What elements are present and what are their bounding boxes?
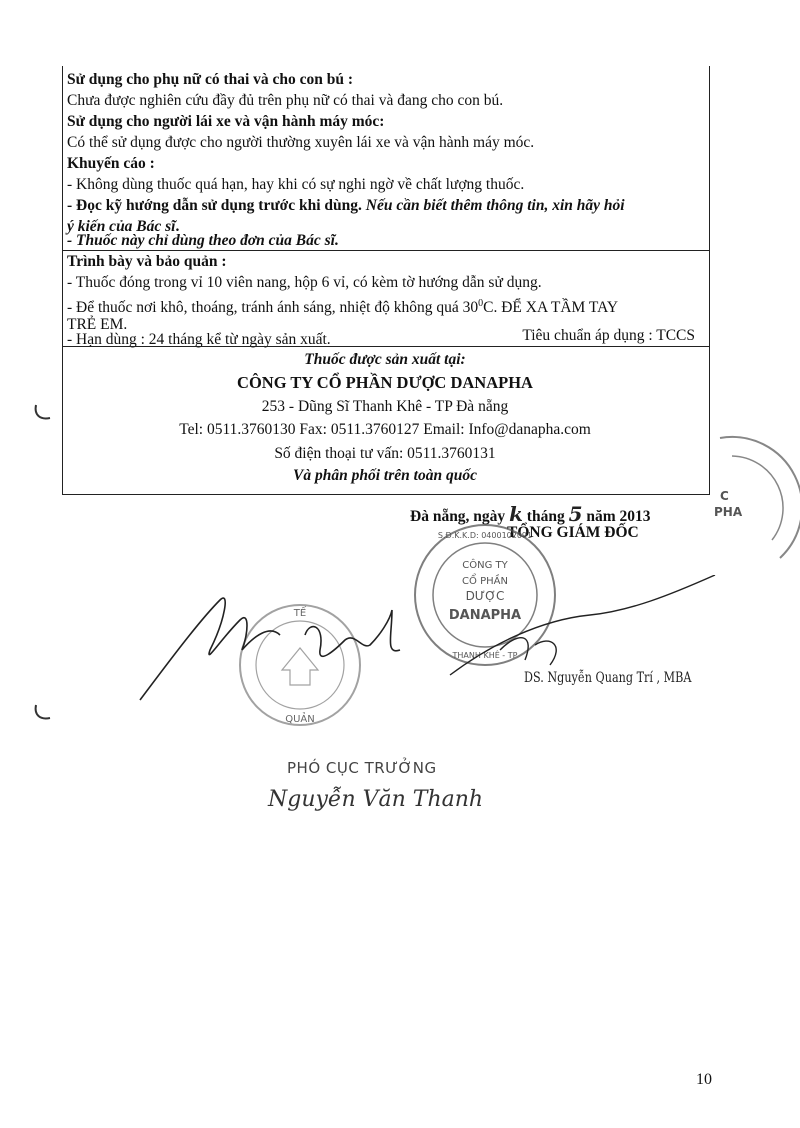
punch-mark-top xyxy=(30,400,60,430)
deputy-signature xyxy=(130,580,430,710)
stamp-line-pharma: DƯỢC xyxy=(465,589,505,603)
date-prefix: Đà nẵng, ngày xyxy=(410,508,506,525)
date-day: k xyxy=(509,502,523,526)
stamp-line-joint: CỔ PHẦN xyxy=(462,576,508,587)
manufacturer-company: CÔNG TY CỔ PHẦN DƯỢC DANAPHA xyxy=(237,373,533,392)
manufacturer-address: 253 - Dũng Sĩ Thanh Khê - TP Đà nẵng xyxy=(261,398,509,415)
storage-line-conditions xyxy=(67,294,618,318)
deputy-name: Nguyễn Văn Thanh xyxy=(268,787,484,812)
driving-text: Có thể sử dụng được cho người thường xuyên lái xe và vận hành máy móc. xyxy=(67,134,535,151)
stamp-ring-top: S.Đ.K.K.D: 0400102091 xyxy=(437,531,533,540)
storage-line-pack: - Thuốc đóng trong vỉ 10 viên nang, hộp 6 vỉ, có kèm tờ hướng dẫn sử dụng. xyxy=(67,274,542,291)
manufacturer-distribution: Và phân phối trên toàn quốc xyxy=(293,467,477,484)
driving-heading: Sử dụng cho người lái xe và vận hành máy móc: xyxy=(67,113,385,130)
director-signature xyxy=(440,575,720,685)
authority-ring-bottom: QUẢN xyxy=(285,714,315,725)
director-name: DS. Nguyễn Quang Trí , MBA xyxy=(524,670,692,686)
divider-manufacturer xyxy=(62,346,709,347)
storage-conditions-a: - Để thuốc nơi khô, thoáng, tránh ánh sáng, nhiệt độ không quá 30 xyxy=(67,299,479,317)
side-stamp-c: C xyxy=(720,489,729,503)
side-stamp-pha: PHA xyxy=(714,505,743,519)
warning-heading: Khuyến cáo : xyxy=(67,155,155,172)
deputy-title: PHÓ CỤC TRƯỞNG xyxy=(287,759,437,777)
punch-mark-bottom xyxy=(30,700,60,730)
storage-degree: 0 xyxy=(478,298,484,309)
stamp-line-company: CÔNG TY xyxy=(462,560,508,571)
warning-read-italic: Nếu cần biết thêm thông tin, xin hãy hỏi xyxy=(361,197,625,214)
date-year: năm 2013 xyxy=(586,508,651,525)
warning-doctor-end: . xyxy=(175,218,180,235)
warning-read-bold: - Đọc kỹ hướng dẫn sử dụng trước khi dùng. xyxy=(67,197,362,214)
date-month-label: tháng xyxy=(526,508,565,525)
manufacturer-contact: Tel: 0511.3760130 Fax: 0511.3760127 Email: Info@danapha.com xyxy=(179,421,591,438)
storage-line-children: TRẺ EM. xyxy=(67,316,128,333)
warning-line-read xyxy=(67,196,625,216)
pregnancy-text: Chưa được nghiên cứu đầy đủ trên phụ nữ có thai và đang cho con bú. xyxy=(67,92,504,109)
standard-label: Tiêu chuẩn áp dụng : TCCS xyxy=(522,327,695,344)
stamp-ring-bottom: THANH KHÊ - TP xyxy=(452,651,518,660)
warning-line-expired: - Không dùng thuốc quá hạn, hay khi có sự nghi ngờ về chất lượng thuốc. xyxy=(67,176,525,193)
storage-heading: Trình bày và bảo quản : xyxy=(67,253,227,270)
page-number: 10 xyxy=(696,1071,712,1088)
stamp-line-danapha: DANAPHA xyxy=(448,608,522,623)
storage-conditions-b: C. ĐỂ XA TẦM TAY xyxy=(483,299,619,317)
director-title: TỔNG GIÁM ĐỐC xyxy=(507,524,639,541)
manufacturer-intro: Thuốc được sản xuất tại: xyxy=(304,351,466,368)
divider-storage xyxy=(62,250,709,251)
warning-line-prescription: - Thuốc này chỉ dùng theo đơn của Bác sĩ. xyxy=(67,232,339,249)
side-stamp xyxy=(700,428,800,568)
manufacturer-hotline: Số điện thoại tư vấn: 0511.3760131 xyxy=(274,445,496,462)
pregnancy-heading: Sử dụng cho phụ nữ có thai và cho con bú : xyxy=(67,71,354,88)
warning-doctor-italic: ý kiến của Bác sĩ xyxy=(67,218,176,235)
storage-line-expiry: - Hạn dùng : 24 tháng kể từ ngày sản xuất. xyxy=(67,331,331,348)
date-month: 5 xyxy=(568,502,583,526)
authority-ring-top: TẾ xyxy=(293,608,307,619)
